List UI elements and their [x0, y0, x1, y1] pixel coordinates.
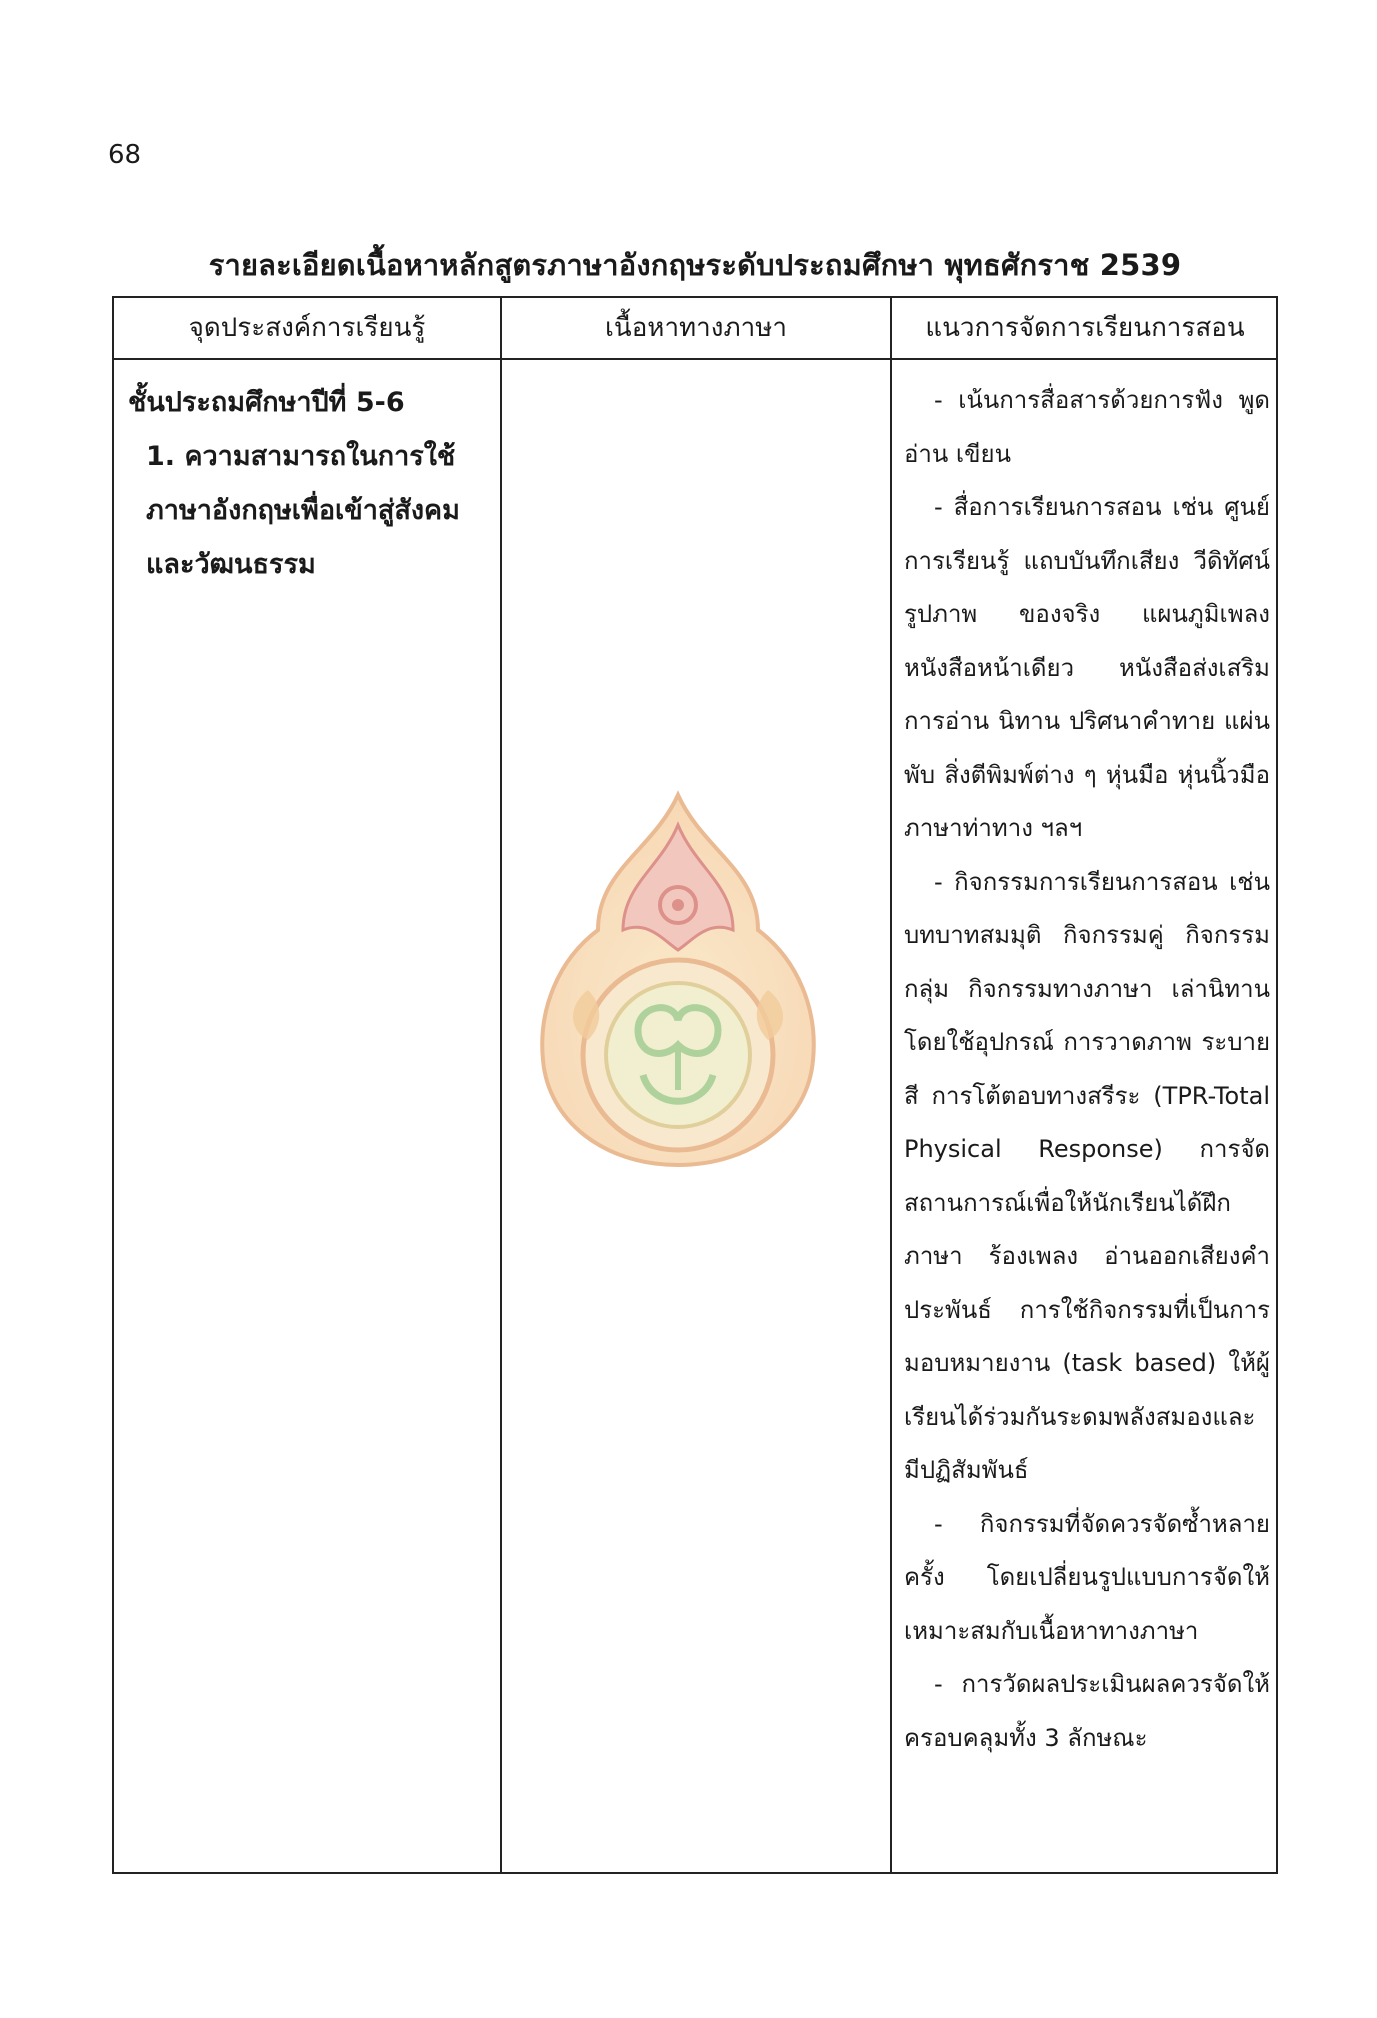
ministry-seal-icon	[528, 790, 828, 1170]
column-divider	[500, 298, 502, 1872]
objectives-cell	[128, 376, 488, 592]
guideline-item: - สื่อการเรียนการสอน เช่น ศูนย์การเรียนรู้ แถบบันทึกเสียง วีดิทัศน์ รูปภาพ ของจริง แผนภูมิเพลง หนังสือหน้าเดียว หนังสือส่งเสริมการอ่าน นิทาน ปริศนาคำทาย แผ่นพับ สิ่งตีพิมพ์ต่าง ๆ หุ่นมือ หุ่นนิ้วมือ ภาษาท่าทาง ฯลฯ	[904, 493, 1270, 842]
guideline-item: - การวัดผลประเมินผลควรจัดให้ครอบคลุมทั้ง 3 ลักษณะ	[904, 1670, 1270, 1752]
header-language-content: เนื้อหาทางภาษา	[605, 313, 787, 343]
guideline-item: - กิจกรรมที่จัดควรจัดซ้ำหลายครั้ง โดยเปลี่ยนรูปแบบการจัดให้เหมาะสมกับเนื้อหาทางภาษา	[904, 1509, 1270, 1645]
header-learning-objectives: จุดประสงค์การเรียนรู้	[188, 313, 426, 343]
page-number: 68	[108, 140, 142, 170]
objective-item: 1. ความสามารถในการใช้ ภาษาอังกฤษเพื่อเข้าสู่สังคมและวัฒนธรรม	[146, 441, 460, 580]
teaching-guidelines-cell	[904, 374, 1270, 1765]
guideline-item: - กิจกรรมการเรียนการสอน เช่น บทบาทสมมุติ กิจกรรมคู่ กิจกรรมกลุ่ม กิจกรรมทางภาษา เล่านิทานโดยใช้อุปกรณ์ การวาดภาพ ระบายสี การโต้ตอบทางสรีระ (TPR-Total Physical Response) การจัดสถานการณ์เพื่อให้นักเรียนได้ฝึกภาษา ร้องเพลง อ่านออกเสียงคำประพันธ์ การใช้กิจกรรมที่เป็นการมอบหมายงาน (task based) ให้ผู้เรียนได้ร่วมกันระดมพลังสมองและมีปฏิสัมพันธ์	[904, 867, 1270, 1484]
page-title: รายละเอียดเนื้อหาหลักสูตรภาษาอังกฤษระดับประถมศึกษา พุทธศักราช 2539	[208, 248, 1182, 282]
guideline-item: - เน้นการสื่อสารด้วยการฟัง พูด อ่าน เขียน	[904, 386, 1270, 468]
header-teaching-guidelines: แนวการจัดการเรียนการสอน	[925, 313, 1245, 343]
grade-level: ชั้นประถมศึกษาปีที่ 5-6	[128, 387, 405, 418]
header-divider	[114, 358, 1276, 360]
column-divider	[890, 298, 892, 1872]
